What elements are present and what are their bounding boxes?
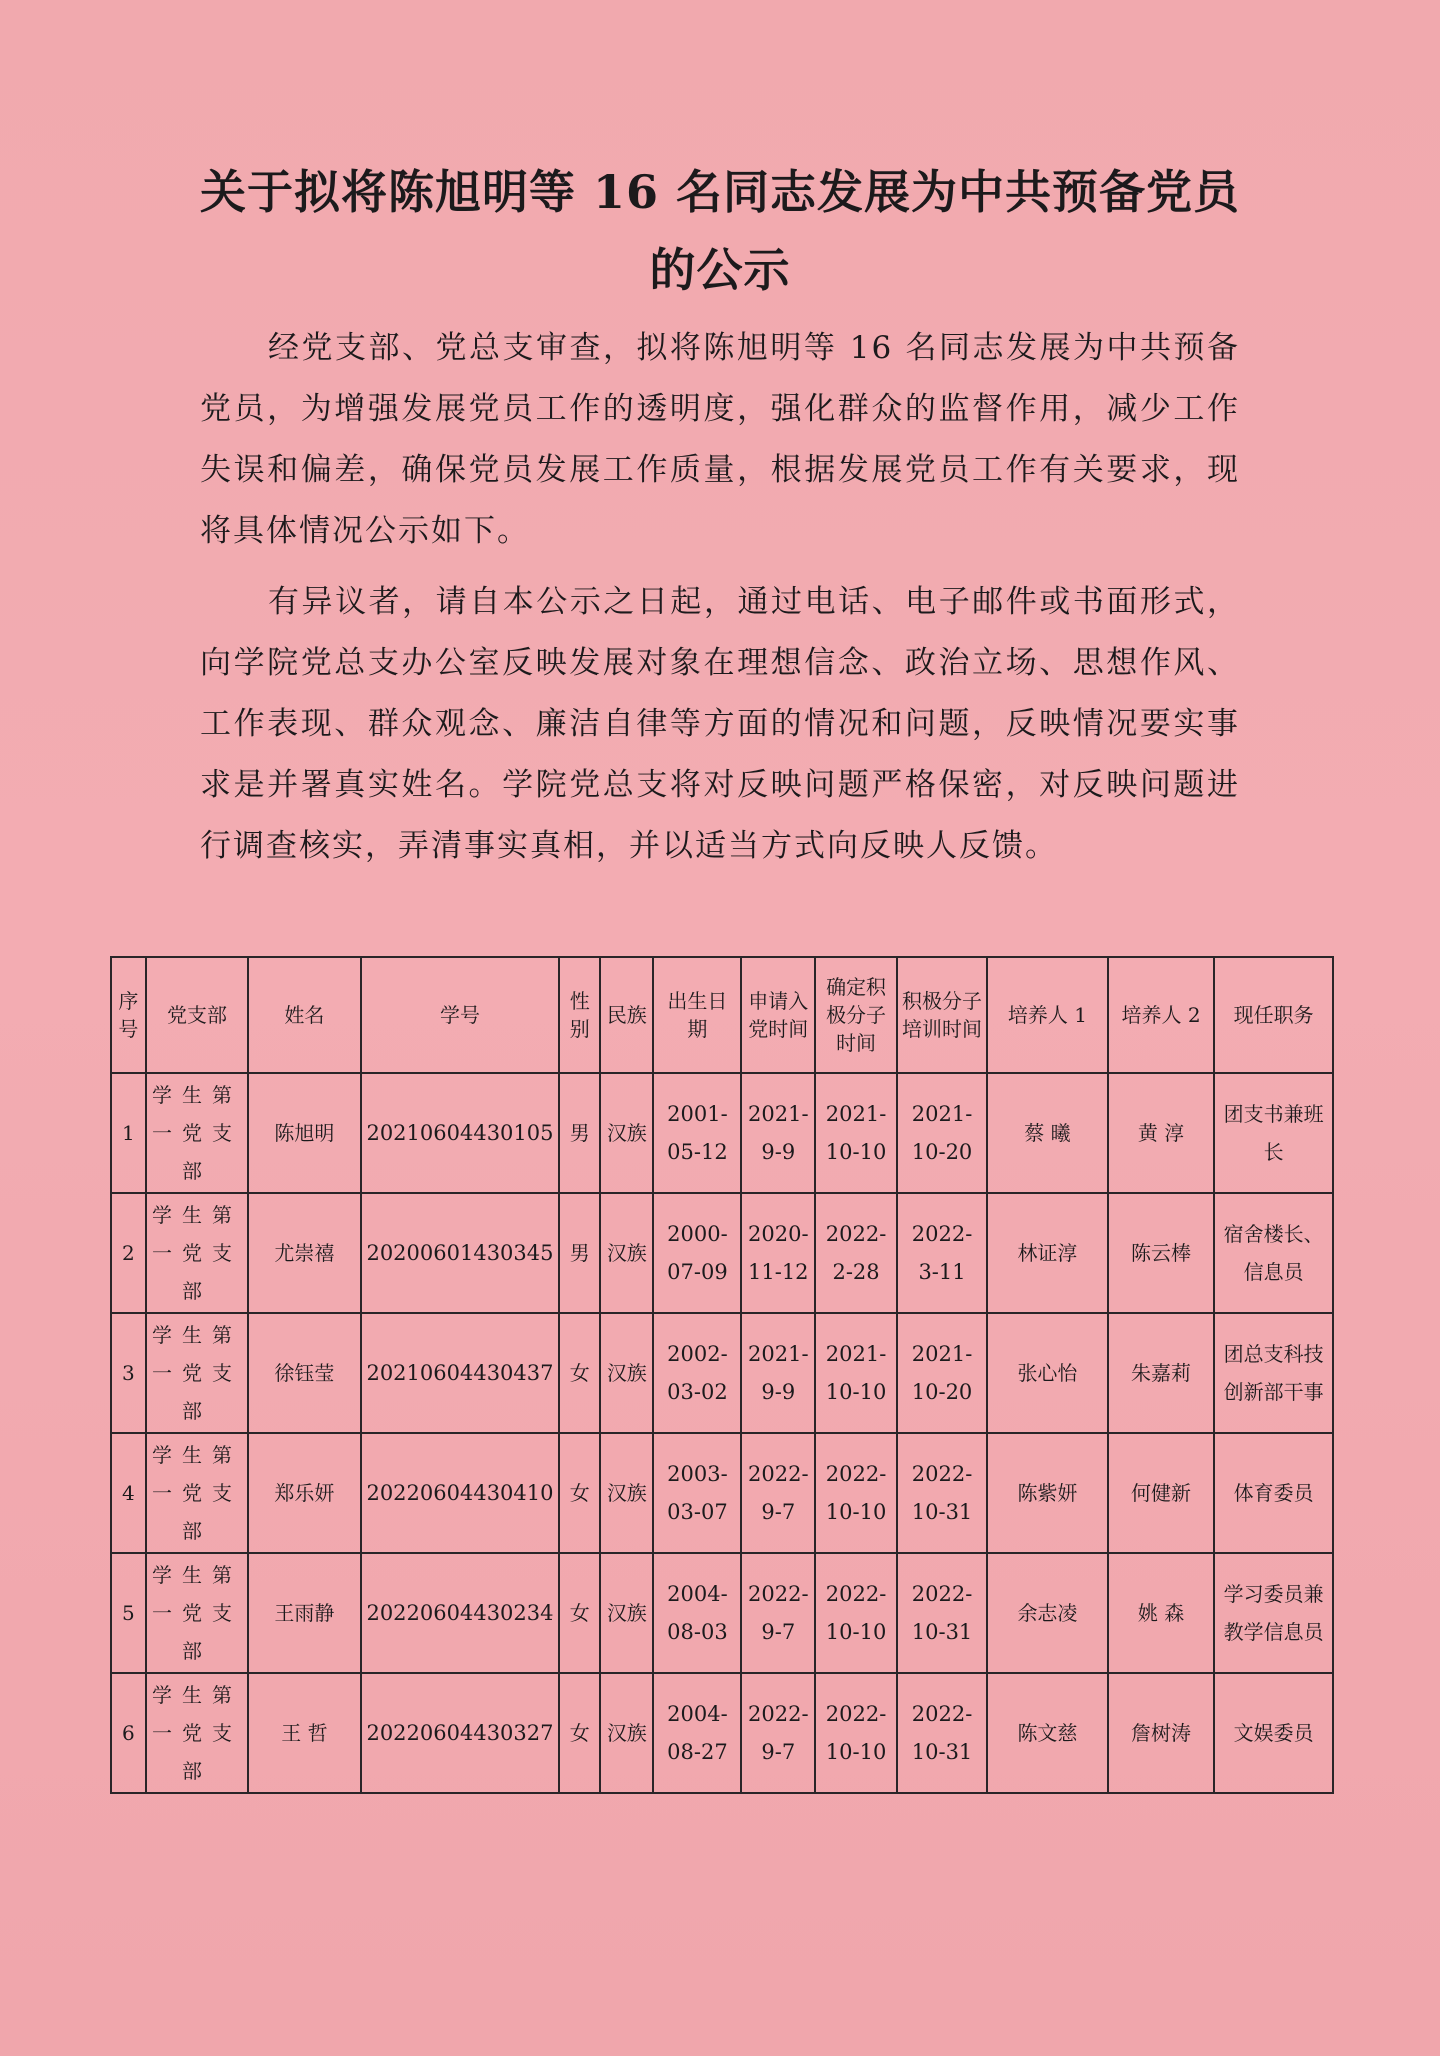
cell-gender: 女 — [559, 1553, 600, 1673]
cell-training-date: 2022-10-31 — [897, 1673, 987, 1793]
cell-activist-date: 2022-10-10 — [815, 1433, 897, 1553]
cell-apply-date: 2020-11-12 — [741, 1193, 815, 1313]
cell-no: 6 — [111, 1673, 146, 1793]
cell-activist-date: 2022-10-10 — [815, 1553, 897, 1673]
cell-mentor1: 张心怡 — [987, 1313, 1108, 1433]
cell-no: 5 — [111, 1553, 146, 1673]
header-no: 序号 — [111, 957, 146, 1073]
cell-apply-date: 2021-9-9 — [741, 1073, 815, 1193]
candidate-table — [110, 956, 1334, 1794]
cell-name: 郑乐妍 — [248, 1433, 361, 1553]
cell-mentor2: 陈云棒 — [1108, 1193, 1214, 1313]
cell-post: 学习委员兼教学信息员 — [1214, 1553, 1333, 1673]
cell-birth: 2004-08-27 — [653, 1673, 741, 1793]
table-row — [111, 1553, 1333, 1673]
cell-birth: 2003-03-07 — [653, 1433, 741, 1553]
cell-ethnic: 汉族 — [600, 1553, 653, 1673]
cell-ethnic: 汉族 — [600, 1433, 653, 1553]
cell-branch: 学生第一党支部 — [146, 1553, 248, 1673]
cell-no: 3 — [111, 1313, 146, 1433]
cell-no: 4 — [111, 1433, 146, 1553]
cell-gender: 男 — [559, 1073, 600, 1193]
cell-post: 团支书兼班长 — [1214, 1073, 1333, 1193]
header-student-id: 学号 — [361, 957, 560, 1073]
header-mentor1: 培养人 1 — [987, 957, 1108, 1073]
cell-training-date: 2022-10-31 — [897, 1433, 987, 1553]
notice-title-line1: 关于拟将陈旭明等 16 名同志发展为中共预备党员 — [199, 165, 1241, 219]
header-branch: 党支部 — [146, 957, 248, 1073]
cell-student-id: 20220604430327 — [361, 1673, 560, 1793]
cell-branch: 学生第一党支部 — [146, 1313, 248, 1433]
cell-activist-date: 2021-10-10 — [815, 1073, 897, 1193]
header-birth: 出生日期 — [653, 957, 741, 1073]
cell-birth: 2000-07-09 — [653, 1193, 741, 1313]
cell-mentor1: 余志凌 — [987, 1553, 1108, 1673]
cell-post: 团总支科技创新部干事 — [1214, 1313, 1333, 1433]
cell-name: 陈旭明 — [248, 1073, 361, 1193]
header-gender: 性别 — [559, 957, 600, 1073]
header-ethnic: 民族 — [600, 957, 653, 1073]
cell-ethnic: 汉族 — [600, 1073, 653, 1193]
cell-mentor2: 朱嘉莉 — [1108, 1313, 1214, 1433]
cell-no: 1 — [111, 1073, 146, 1193]
cell-mentor2: 黄 淳 — [1108, 1073, 1214, 1193]
table-row — [111, 1193, 1333, 1313]
header-apply-date: 申请入党时间 — [741, 957, 815, 1073]
cell-birth: 2001-05-12 — [653, 1073, 741, 1193]
header-name: 姓名 — [248, 957, 361, 1073]
header-training-date: 积极分子培训时间 — [897, 957, 987, 1073]
cell-activist-date: 2022-10-10 — [815, 1673, 897, 1793]
cell-post: 宿舍楼长、信息员 — [1214, 1193, 1333, 1313]
cell-name: 徐钰莹 — [248, 1313, 361, 1433]
cell-ethnic: 汉族 — [600, 1313, 653, 1433]
cell-mentor2: 詹树涛 — [1108, 1673, 1214, 1793]
cell-ethnic: 汉族 — [600, 1193, 653, 1313]
cell-apply-date: 2022-9-7 — [741, 1553, 815, 1673]
cell-activist-date: 2021-10-10 — [815, 1313, 897, 1433]
header-activist-date: 确定积极分子时间 — [815, 957, 897, 1073]
cell-training-date: 2021-10-20 — [897, 1313, 987, 1433]
cell-student-id: 20210604430105 — [361, 1073, 560, 1193]
cell-student-id: 20220604430410 — [361, 1433, 560, 1553]
objection-paragraph: 有异议者，请自本公示之日起，通过电话、电子邮件或书面形式，向学院党总支办公室反映发展对象在理想信念、政治立场、思想作风、工作表现、群众观念、廉洁自律等方面的情况和问题，反映情况要实事求是并署真实姓名。学院党总支将对反映问题严格保密，对反映问题进行调查核实，弄清事实真相，并以适当方式向反映人反馈。 — [200, 584, 1240, 864]
cell-apply-date: 2022-9-7 — [741, 1673, 815, 1793]
cell-training-date: 2022-3-11 — [897, 1193, 987, 1313]
table-row — [111, 1073, 1333, 1193]
cell-mentor1: 陈文慈 — [987, 1673, 1108, 1793]
cell-name: 王雨静 — [248, 1553, 361, 1673]
cell-ethnic: 汉族 — [600, 1673, 653, 1793]
header-post: 现任职务 — [1214, 957, 1333, 1073]
table-header-row — [111, 957, 1333, 1073]
cell-gender: 女 — [559, 1433, 600, 1553]
cell-training-date: 2022-10-31 — [897, 1553, 987, 1673]
cell-birth: 2004-08-03 — [653, 1553, 741, 1673]
cell-name: 王 哲 — [248, 1673, 361, 1793]
cell-student-id: 20220604430234 — [361, 1553, 560, 1673]
cell-post: 体育委员 — [1214, 1433, 1333, 1553]
cell-student-id: 20200601430345 — [361, 1193, 560, 1313]
cell-mentor2: 何健新 — [1108, 1433, 1214, 1553]
cell-gender: 男 — [559, 1193, 600, 1313]
cell-branch: 学生第一党支部 — [146, 1673, 248, 1793]
cell-no: 2 — [111, 1193, 146, 1313]
cell-mentor2: 姚 森 — [1108, 1553, 1214, 1673]
cell-post: 文娱委员 — [1214, 1673, 1333, 1793]
cell-training-date: 2021-10-20 — [897, 1073, 987, 1193]
cell-apply-date: 2022-9-7 — [741, 1433, 815, 1553]
cell-name: 尤崇禧 — [248, 1193, 361, 1313]
cell-activist-date: 2022-2-28 — [815, 1193, 897, 1313]
cell-apply-date: 2021-9-9 — [741, 1313, 815, 1433]
cell-gender: 女 — [559, 1673, 600, 1793]
cell-birth: 2002-03-02 — [653, 1313, 741, 1433]
cell-branch: 学生第一党支部 — [146, 1193, 248, 1313]
cell-student-id: 20210604430437 — [361, 1313, 560, 1433]
cell-branch: 学生第一党支部 — [146, 1433, 248, 1553]
cell-mentor1: 蔡 曦 — [987, 1073, 1108, 1193]
table-row — [111, 1313, 1333, 1433]
cell-gender: 女 — [559, 1313, 600, 1433]
cell-branch: 学生第一党支部 — [146, 1073, 248, 1193]
cell-mentor1: 陈紫妍 — [987, 1433, 1108, 1553]
notice-title-line2: 的公示 — [649, 243, 791, 297]
table-row — [111, 1433, 1333, 1553]
table-row — [111, 1673, 1333, 1793]
intro-paragraph: 经党支部、党总支审查，拟将陈旭明等 16 名同志发展为中共预备党员，为增强发展党员工作的透明度，强化群众的监督作用，减少工作失误和偏差，确保党员发展工作质量，根据发展党员工作有关要求，现将具体情况公示如下。 — [200, 330, 1240, 549]
cell-mentor1: 林证淳 — [987, 1193, 1108, 1313]
header-mentor2: 培养人 2 — [1108, 957, 1214, 1073]
